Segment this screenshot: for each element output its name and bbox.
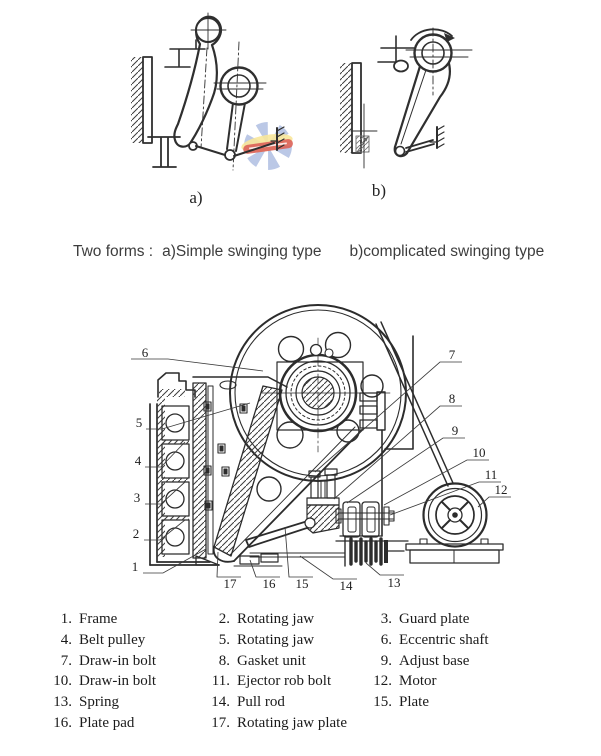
diagram-simple-swinging [131, 13, 284, 170]
toggle-plate [246, 518, 315, 547]
part-item [45, 609, 203, 630]
part-number: 2. [218, 611, 230, 627]
callout-number: 16 [262, 576, 276, 591]
part-number: 4. [60, 631, 72, 648]
part-number: 6. [380, 631, 392, 648]
jaw-crusher-structure-diagram [0, 283, 601, 600]
parts-list [45, 609, 575, 734]
part-item [45, 692, 203, 713]
part-item [365, 630, 565, 651]
part-item [365, 609, 565, 630]
part-item [45, 630, 203, 651]
figure-label-a: a) [189, 188, 203, 207]
part-number: 1. [60, 611, 72, 627]
part-number: 7. [60, 652, 72, 669]
part-number: 3. [380, 611, 392, 627]
part-name: Draw-in bolt [79, 652, 157, 669]
part-name: Guard plate [399, 611, 470, 627]
callout-number: 5 [135, 415, 143, 430]
callout-number: 9 [451, 423, 459, 438]
caption-prefix: Two forms : [73, 243, 154, 260]
part-name: Plate pad [79, 714, 135, 731]
part-name: Plate [399, 694, 429, 711]
figure-label-b: b) [371, 181, 387, 200]
part-item [45, 713, 203, 734]
part-number: 12. [373, 673, 392, 690]
caption-item-b: b)complicated swinging type [349, 243, 545, 260]
part-name: Eccentric shaft [399, 631, 489, 648]
callout-number: 10 [472, 445, 486, 460]
callout-number: 3 [133, 490, 141, 505]
part-item [365, 671, 565, 692]
callout-number: 2 [132, 526, 140, 541]
figure-caption [73, 243, 544, 261]
part-number: 14. [211, 694, 230, 711]
part-name: Pull rod [237, 694, 285, 711]
callout-number: 13 [387, 575, 401, 590]
diagram-complicated-swinging [340, 28, 472, 168]
part-item [203, 609, 365, 630]
part-item [203, 630, 365, 651]
part-name: Adjust base [399, 652, 470, 669]
part-name: Motor [399, 673, 437, 690]
callout-number: 4 [134, 453, 142, 468]
part-item [45, 651, 203, 672]
callout-number: 12 [494, 482, 508, 497]
part-item [45, 671, 203, 692]
part-item [203, 651, 365, 672]
swing-jaw [214, 362, 363, 562]
eccentric-shaft-bearing [262, 338, 390, 452]
part-item [203, 692, 365, 713]
part-name: Ejector rob bolt [237, 673, 332, 690]
part-name: Frame [79, 611, 118, 627]
callout-number: 11 [484, 467, 498, 482]
part-number: 15. [373, 694, 392, 711]
part-number: 11. [211, 673, 230, 690]
part-name: Rotating jaw [237, 631, 315, 648]
callout-number: 6 [141, 345, 149, 360]
part-name: Rotating jaw plate [237, 714, 347, 731]
part-number: 10. [53, 673, 72, 690]
part-item [203, 713, 365, 734]
plate-pads [234, 554, 282, 566]
figure-two-forms [0, 0, 601, 232]
callout-number: 14 [339, 578, 353, 593]
part-number: 13. [53, 694, 72, 711]
adjust-mechanism [307, 469, 394, 537]
part-number: 17. [211, 714, 230, 731]
part-name: Draw-in bolt [79, 673, 157, 690]
part-number: 8. [218, 652, 230, 669]
callout-number: 8 [448, 391, 456, 406]
part-number: 16. [53, 714, 72, 731]
callout-number: 7 [448, 347, 456, 362]
motor [406, 484, 503, 564]
callout-number: 15 [295, 576, 309, 591]
part-item [365, 692, 565, 713]
part-name: Gasket unit [237, 652, 306, 669]
part-number: 5. [218, 631, 230, 648]
drive-belt [376, 322, 453, 486]
part-item [203, 671, 365, 692]
callout-number: 1 [131, 559, 139, 574]
part-name: Belt pulley [79, 631, 146, 648]
part-name: Rotating jaw [237, 611, 315, 627]
part-item [365, 651, 565, 672]
callout-number: 17 [223, 576, 237, 591]
caption-item-a: a)Simple swinging type [162, 243, 322, 260]
part-number: 9. [380, 652, 392, 669]
part-name: Spring [79, 694, 120, 711]
